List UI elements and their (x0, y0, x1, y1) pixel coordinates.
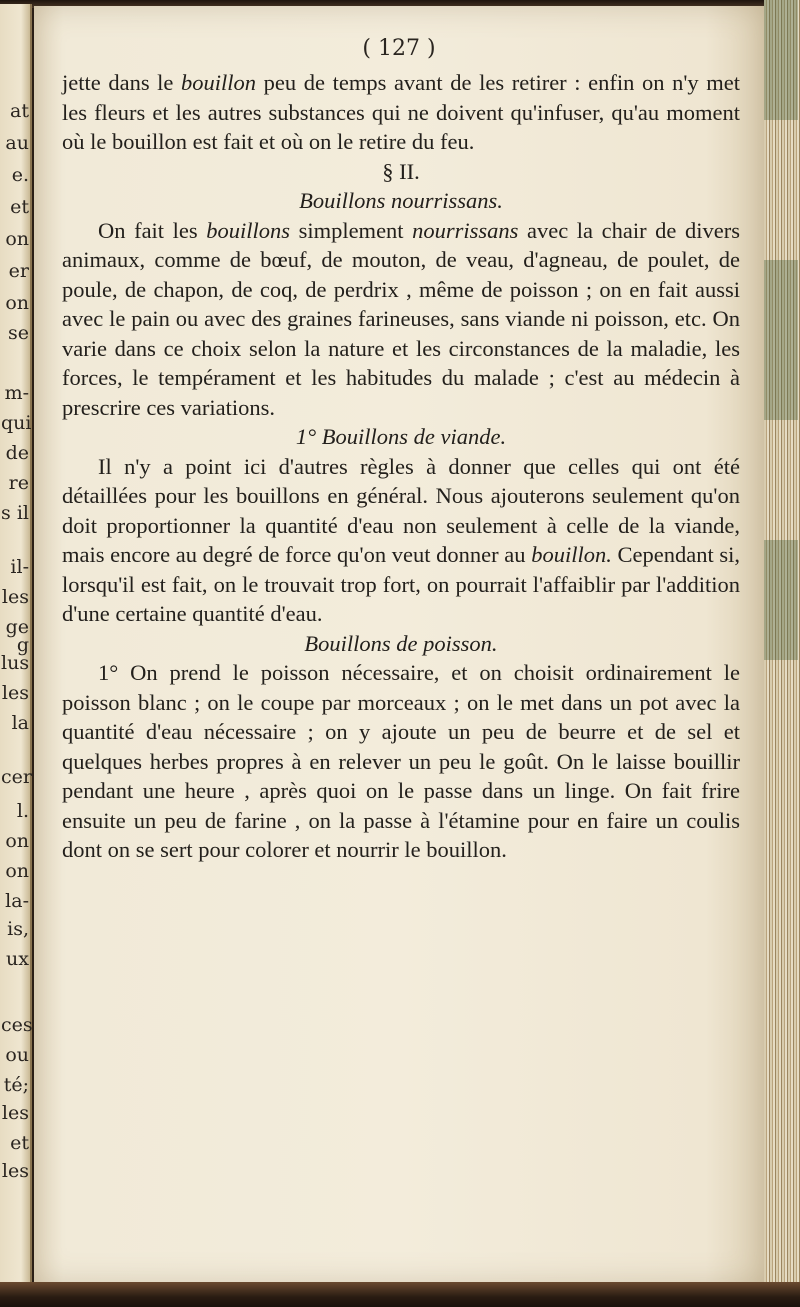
heading-bouillons-nourrissans: Bouillons nourrissans. (299, 188, 503, 213)
text-run: jette dans le (62, 70, 182, 95)
margin-fragment: au (5, 132, 29, 154)
margin-fragment: les (1, 1102, 29, 1124)
margin-fragment: er (8, 260, 29, 282)
edge-stain (764, 540, 798, 660)
margin-fragment: cer (1, 766, 32, 788)
margin-fragment: l. (16, 800, 29, 822)
margin-fragment: is, (7, 918, 29, 940)
margin-fragment: et (10, 1132, 29, 1154)
paragraph-nourrissans (62, 216, 740, 423)
margin-fragment: ou (5, 1044, 29, 1066)
paragraph-poisson: 1° On prend le poisson nécessaire, et on choisit ordinairement le poisson blanc ; on le coupe par morceaux ; on le met dans un pot avec la quantité d'eau nécessaire ; on y ajoute un peu de beurre et de sel et quelques herbes propres à en relever un peu le goût. On le laisse bouillir pendant une heure , après quoi on le passe dans un linge. On fait frire ensuite un peu de farine , on la passe à l'étamine pour en faire un coulis dont on se sert pour colorer et nourrir le bouillon. (62, 660, 740, 862)
page-body (62, 68, 740, 865)
margin-fragment: on (5, 860, 29, 882)
page-stack-edge (764, 0, 800, 1290)
section-marker: § II. (382, 158, 420, 184)
text-run: simplement (289, 217, 413, 243)
text-run: Cependant si, lorsqu'il est fait, on le trouvait trop fort, on pourrait l'affaiblir par l'addition d'une certaine quantité d'eau. (62, 542, 740, 626)
margin-fragment: il- (10, 556, 29, 578)
book-page (34, 6, 764, 1284)
margin-fragment: ces (1, 1014, 33, 1036)
margin-fragment: té; (3, 1074, 29, 1096)
margin-fragment: on (5, 228, 29, 250)
text-run: Il n'y a point ici d'autres règles à donner que celles qui ont été détaillées pour les bouillons en général. Nous ajouterons seulement qu'on doit proportionner la quantité d'eau non seulement à celle de la viande, mais encore au degré de force qu'on veut donner au (62, 453, 740, 567)
margin-fragment: g (16, 634, 29, 656)
margin-fragment: e. (11, 164, 29, 186)
margin-fragment: on (5, 292, 29, 314)
margin-fragment: ge (5, 616, 29, 638)
margin-fragment: at (10, 100, 29, 122)
margin-fragment: les (1, 586, 29, 608)
italic-text: bouillons (206, 217, 290, 243)
italic-text: nourrissans (412, 217, 519, 243)
italic-text: bouillon. (531, 542, 612, 567)
book-bottom-edge (0, 1282, 800, 1307)
previous-page-margin (0, 4, 32, 1286)
margin-fragment: re (8, 472, 29, 494)
text-run: avec la chair de divers animaux, comme de bœuf, de mouton, de veau, d'agneau, de poulet, de poule, de chapon, de coq, de perdrix , même de poisson ; on en fait aussi avec le pain ou avec des graines farineuses, sans viande ni poisson, etc. On varie dans ce choix selon la nature et les circonstances de la maladie, les forces, le tempérament et les habitudes du malade ; c'est au médecin à prescrire ces variations. (62, 217, 740, 420)
paragraph-intro (62, 68, 740, 157)
margin-fragment: la- (5, 890, 29, 912)
text-run: On fait les (98, 217, 207, 243)
margin-fragment: s il (1, 502, 29, 524)
margin-fragment: lus (1, 652, 30, 674)
margin-fragment: ux (6, 948, 29, 970)
edge-stain (764, 260, 798, 420)
margin-fragment: se (8, 322, 29, 344)
margin-fragment: et (10, 196, 29, 218)
margin-fragment: qui (1, 412, 32, 434)
margin-fragment: de (5, 442, 29, 464)
italic-text: bouillon (181, 70, 257, 95)
margin-fragment: la (11, 712, 29, 734)
margin-fragment: les (1, 1160, 29, 1182)
page-number: ( 127 ) (362, 36, 436, 61)
paragraph-viande (62, 452, 740, 629)
edge-stain (764, 0, 798, 120)
text-run: peu de temps avant de les retirer : enfin on n'y met les fleurs et les autres substances qui ne doivent qu'infuser, qu'au moment où le bouillon est fait et où on le retire du feu. (62, 70, 740, 154)
heading-bouillons-de-viande: 1° Bouillons de viande. (295, 424, 507, 449)
margin-fragment: les (1, 682, 29, 704)
margin-fragment: on (5, 830, 29, 852)
heading-bouillons-de-poisson: Bouillons de poisson. (304, 630, 498, 656)
margin-fragment: m- (4, 382, 29, 404)
